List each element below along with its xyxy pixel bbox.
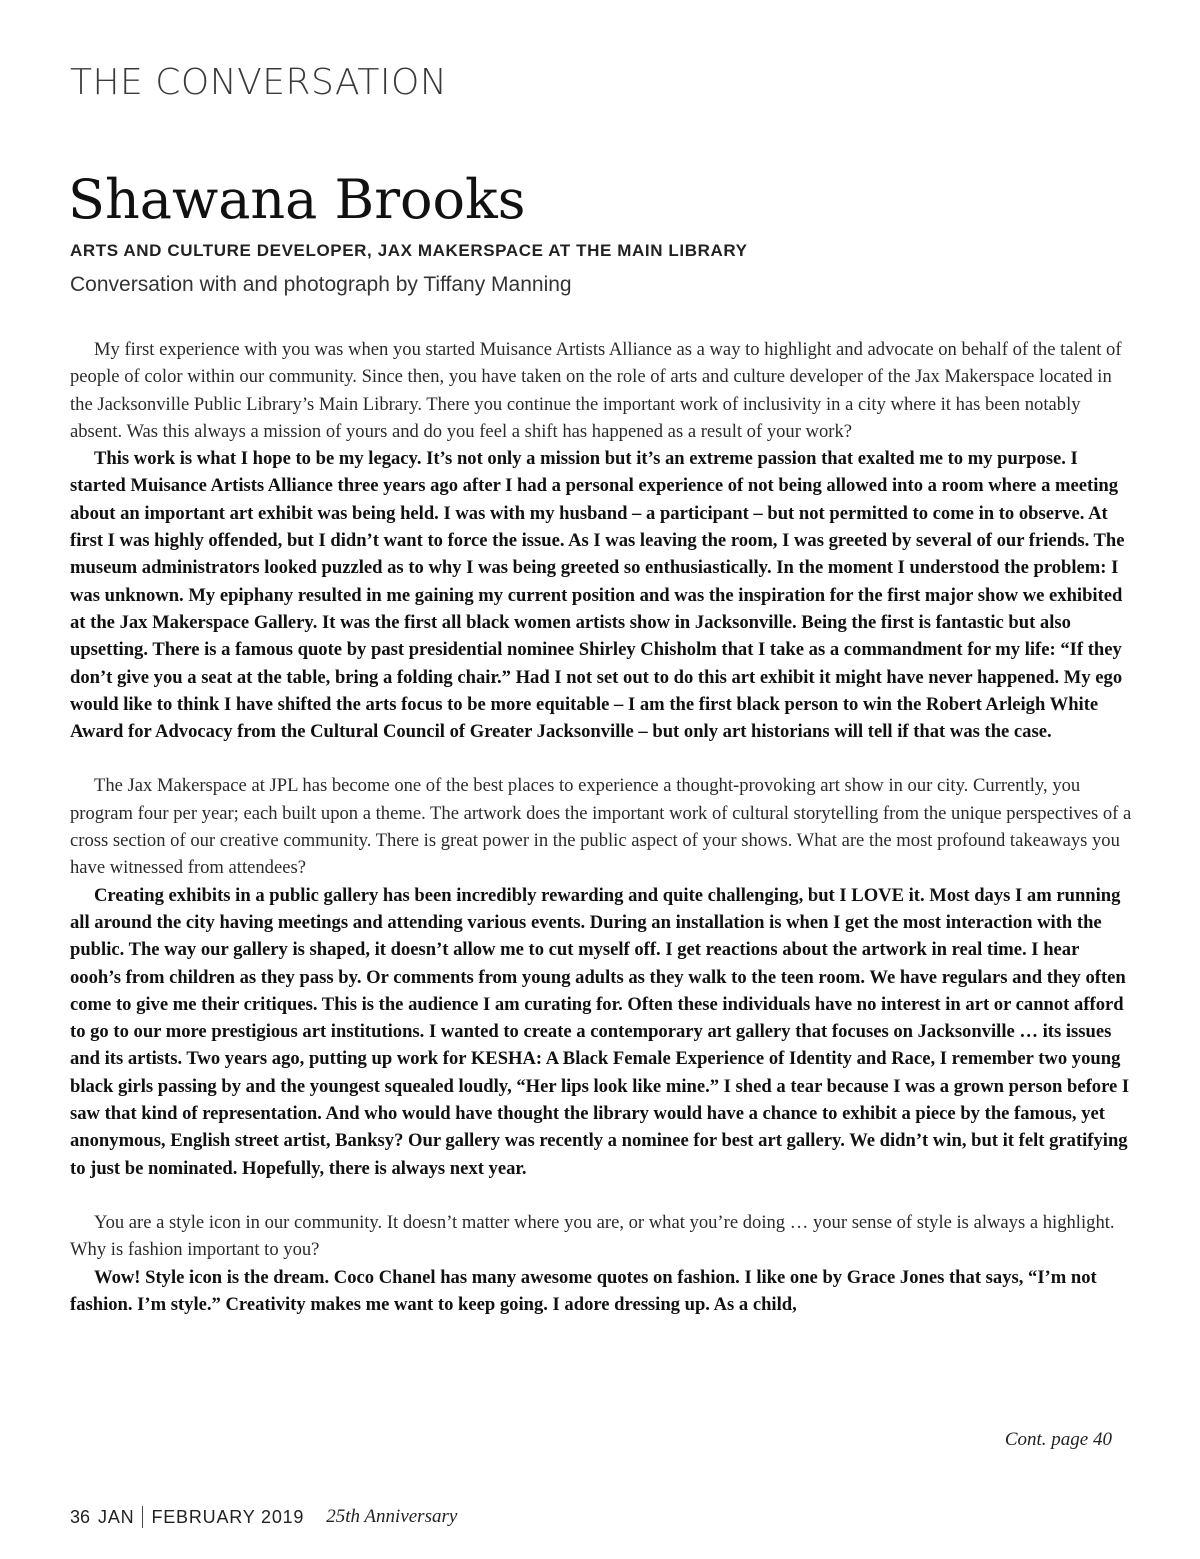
issue-month-left: JAN — [98, 1506, 135, 1527]
page-footer — [70, 1506, 457, 1528]
section-label: THE CONVERSATION — [70, 62, 448, 103]
article-subtitle: ARTS AND CULTURE DEVELOPER, JAX MAKERSPACE AT THE MAIN LIBRARY — [70, 241, 748, 260]
answer-1: This work is what I hope to be my legacy. It’s not only a mission but it’s an extreme passion that exalted me to my purpose. I started Muisance Artists Alliance three years ago after I had a personal experience of not being allowed into a room where a meeting about an important art exhibit was being held. I was with my husband – a participant – but not permitted to come in to observe. At first I was highly offended, but I didn’t want to force the issue. As I was leaving the room, I was greeted by several of our friends. The museum administrators looked puzzled as to why I was being greeted so enthusiastically. In the moment I understood the problem: I was unknown. My epiphany resulted in me gaining my current position and was the inspiration for the first major show we exhibited at the Jax Makerspace Gallery. It was the first all black women artists show in Jacksonville. Being the first is fantastic but also upsetting. There is a famous quote by past presidential nominee Shirley Chisholm that I take as a commandment for my life: “If they don’t give you a seat at the table, bring a folding chair.” Had I not set out to do this art exhibit it might have never happened. My ego would like to think I have shifted the arts focus to be more equitable – I am the first black person to win the Robert Arleigh White Award for Advocacy from the Cultural Council of Greater Jacksonville – but only art historians will tell if that was the case. — [70, 448, 1125, 743]
article-title: Shawana Brooks — [68, 168, 526, 231]
question-3: You are a style icon in our community. It doesn’t matter where you are, or what you’re doing … your sense of style is always a highlight. Why is fashion important to you? — [70, 1211, 1115, 1261]
issue-month-right: FEBRUARY 2019 — [151, 1506, 305, 1527]
page-number: 36 — [70, 1506, 91, 1527]
question-2: The Jax Makerspace at JPL has become one of the best places to experience a thought-provoking art show in our city. Currently, you program four per year; each built upon a theme. The artwork does the important work of cultural storytelling from the unique perspectives of a cross section of our creative community. There is great power in the public aspect of your shows. What are the most profound takeaways you have witnessed from attendees? — [70, 775, 1132, 879]
article-credit: Conversation with and photograph by Tiffany Manning — [70, 273, 572, 296]
question-1: My first experience with you was when you started Muisance Artists Alliance as a way to highlight and advocate on behalf of the talent of people of color within our community. Since then, you have taken on the role of arts and culture developer of the Jax Makerspace located in the Jacksonville Public Library’s Main Library. There you continue the important work of inclusivity in a city where it has been notably absent. Was this always a mission of yours and do you feel a shift has happened as a result of your work? — [70, 339, 1122, 442]
answer-3: Wow! Style icon is the dream. Coco Chanel has many awesome quotes on fashion. I like one by Grace Jones that says, “I’m not fashion. I’m style.” Creativity makes me want to keep going. I adore dressing up. As a child, — [70, 1266, 1097, 1315]
answer-2: Creating exhibits in a public gallery has been incredibly rewarding and quite challenging, but I LOVE it. Most days I am running all around the city having meetings and attending various events. During an installation is when I get the most interaction with the public. The way our gallery is shaped, it doesn’t allow me to cut myself off. I get reactions about the artwork in real time. I hear oooh’s from children as they pass by. Or comments from young adults as they walk to the teen room. We have regulars and they often come to give me their critiques. This is the audience I am curating for. Often these individuals have no interest in art or cannot afford to go to our more prestigious art institutions. I wanted to create a contemporary art gallery that focuses on Jacksonville … its issues and its artists. Two years ago, putting up work for KESHA: A Black Female Experience of Identity and Race, I remember two young black girls passing by and the youngest squealed loudly, “Her lips look like mine.” I shed a tear because I was a grown person before I saw that kind of representation. And who would have thought the library would have a chance to exhibit a piece by the famous, yet anonymous, English street artist, Banksy? Our gallery was recently a nominee for best art gallery. We didn’t win, but it felt gratifying to just be nominated. Hopefully, there is always next year. — [70, 884, 1130, 1179]
anniversary-label: 25th Anniversary — [326, 1506, 458, 1527]
continued-note: Cont. page 40 — [1004, 1429, 1112, 1450]
footer-divider — [142, 1506, 143, 1528]
article-body — [70, 336, 1132, 1318]
